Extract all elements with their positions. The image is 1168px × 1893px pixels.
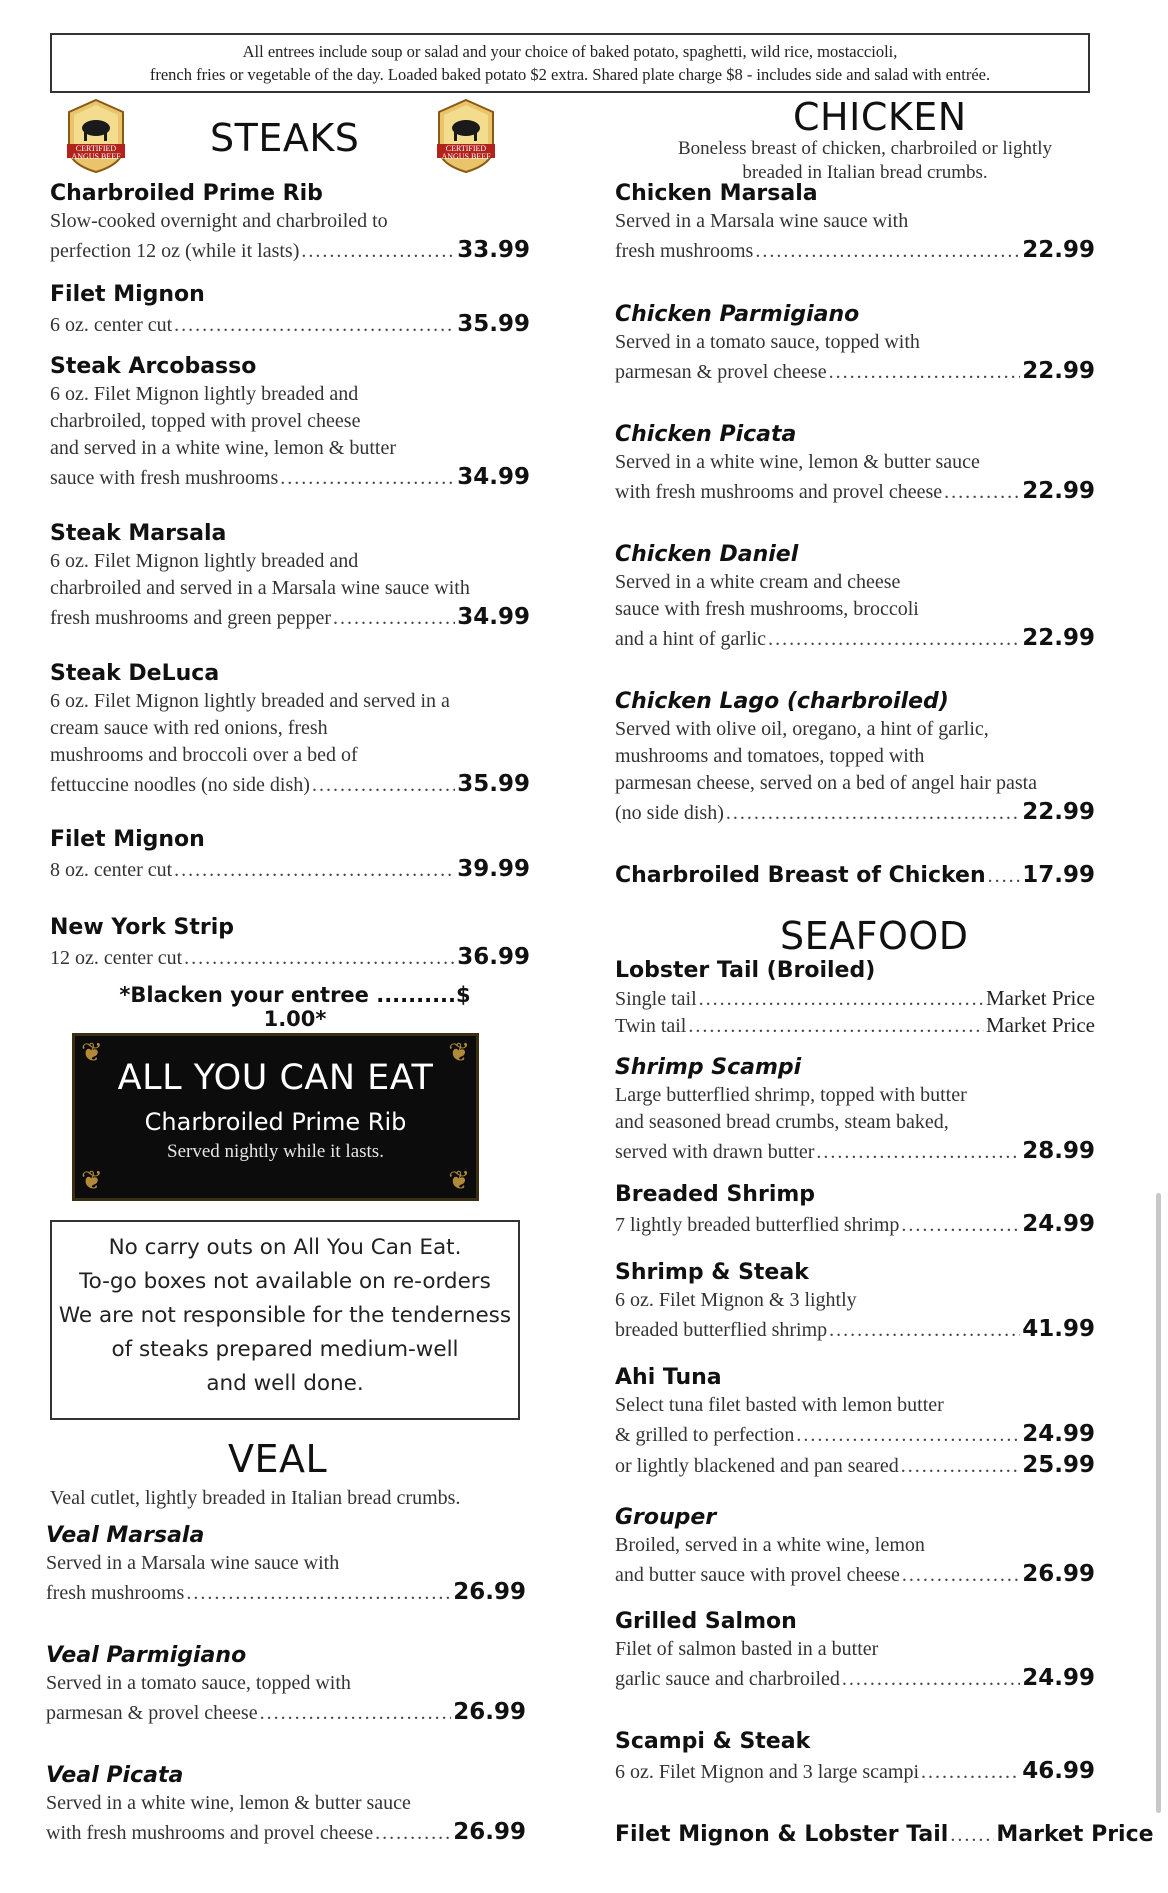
item-price: 22.99 [1022,358,1095,384]
item-price: 26.99 [1022,1561,1095,1587]
item-desc: charbroiled and served in a Marsala wine sauce with [50,577,470,599]
item-price: 35.99 [457,311,530,337]
item-lead: and a hint of garlic [615,628,767,650]
leader-dots [950,1820,994,1850]
price-line [46,1697,526,1728]
chicken-subtitle-line: Boneless breast of chicken, charbroiled or lightly [677,138,1053,159]
price-line [615,985,1095,1012]
leader-dots [333,603,455,633]
item-name: Grouper [615,1505,717,1530]
menu-item [50,281,530,340]
leader-dots [280,463,455,493]
item-name: Shrimp & Steak [615,1260,809,1285]
item-lead: Charbroiled Breast of Chicken [615,863,986,888]
right-column [615,0,1154,1893]
left-column [46,0,530,1893]
blacken-entree-note: *Blacken your entree ..........$ 1.00* [119,983,471,1031]
price-line [615,1756,1095,1787]
item-desc: Slow-cooked overnight and charbroiled to [50,210,388,232]
price-line [615,1314,1095,1345]
chicken-subtitle-line: breaded in Italian bread crumbs. [742,162,988,183]
item-desc: 6 oz. Filet Mignon lightly breaded and [50,550,359,572]
item-price: 41.99 [1022,1316,1095,1342]
seafood-title: SEAFOOD [780,914,969,958]
badge-text-left [67,145,125,161]
item-lead: perfection 12 oz (while it lasts) [50,240,300,262]
item-desc: and seasoned bread crumbs, steam baked, [615,1111,949,1133]
item-lead: with fresh mushrooms and provel cheese [46,1822,374,1844]
price-line [50,462,530,493]
steaks-title: STEAKS [210,116,360,160]
item-desc: Served in a tomato sauce, topped with [46,1672,351,1694]
veal-subtitle: Veal cutlet, lightly breaded in Italian bread crumbs. [50,1487,461,1509]
item-desc: 6 oz. Filet Mignon lightly breaded and served in a [50,690,450,712]
item-name: Ahi Tuna [615,1365,722,1390]
item-price: 22.99 [1022,478,1095,504]
price-line [50,235,530,266]
badge-line-1: CERTIFIED [75,144,117,153]
item-desc: and served in a white wine, lemon & butter [50,437,397,459]
price-line [50,769,530,800]
item-lead: served with drawn butter [615,1141,815,1163]
item-desc: parmesan cheese, served on a bed of angel hair pasta [615,772,1038,794]
item-name: Chicken Parmigiano [615,302,860,327]
menu-item [615,957,1095,1039]
notice-line: To-go boxes not available on re-orders [79,1269,491,1294]
leader-dots [921,1757,1020,1787]
chicken-subtitle [655,137,1075,185]
notice-line: We are not responsible for the tenderness [58,1303,512,1328]
leader-dots [186,1578,451,1608]
price-line [615,1450,1095,1481]
item-lead: fresh mushrooms and green pepper [50,607,332,629]
item-lead: 6 oz. Filet Mignon and 3 large scampi [615,1761,920,1783]
badge-line-2: ANGUS BEEF [441,152,491,161]
leader-dots [699,986,984,1012]
item-desc: Large butterflied shrimp, topped with butter [615,1084,967,1106]
menu-item [615,1054,1095,1167]
item-desc: 6 oz. Filet Mignon & 3 lightly [615,1289,857,1311]
menu-item [50,353,530,493]
scrollbar[interactable] [1156,1193,1161,1813]
price-line [615,1012,1095,1039]
chicken-breast-item [615,860,1095,891]
policy-notice-box [50,1220,520,1420]
item-desc: sauce with fresh mushrooms, broccoli [615,598,919,620]
ornament-icon: ❦ [81,1038,103,1067]
item-lead: (no side dish) [615,802,724,824]
ornament-icon: ❦ [448,1038,470,1067]
leader-dots [174,310,455,340]
certified-angus-beef-logo-right [435,98,497,174]
menu-item [615,1181,1095,1240]
item-desc: Select tuna filet basted with lemon butter [615,1394,944,1416]
price-line [46,1817,526,1848]
badge-line-2: ANGUS BEEF [71,152,121,161]
leader-dots [301,236,455,266]
badge-text-right [437,145,495,161]
item-price: Market Price [985,1013,1095,1037]
menu-item [615,1259,1095,1345]
menu-item [46,1642,526,1728]
price-line [615,1136,1095,1167]
item-price: 46.99 [1022,1758,1095,1784]
item-desc: Served in a white wine, lemon & butter sauce [46,1792,411,1814]
ayce-note: Served nightly while it lasts. [167,1141,384,1162]
ayce-subtitle: Charbroiled Prime Rib [144,1108,407,1136]
item-price: 24.99 [1022,1421,1095,1447]
item-desc: charbroiled, topped with provel cheese [50,410,361,432]
item-name: Filet Mignon [50,282,205,307]
leader-dots [755,236,1020,266]
item-desc: 6 oz. Filet Mignon lightly breaded and [50,383,359,405]
item-desc: Served with olive oil, oregano, a hint of garlic, [615,718,989,740]
item-lead: and butter sauce with provel cheese [615,1564,900,1586]
leader-dots [901,1451,1020,1481]
leader-dots [260,1698,452,1728]
item-lead: Filet Mignon & Lobster Tail [615,1822,949,1847]
item-name: Veal Parmigiano [46,1643,247,1668]
price-line [50,309,530,340]
item-price: 24.99 [1022,1665,1095,1691]
item-desc: Served in a Marsala wine sauce with [46,1552,340,1574]
menu-item [50,914,530,973]
item-lead: garlic sauce and charbroiled [615,1668,840,1690]
notice-line: and well done. [206,1371,364,1396]
item-lead: sauce with fresh mushrooms [50,467,279,489]
item-price: Market Price [985,986,1095,1010]
price-line [615,235,1095,266]
badge-line-1: CERTIFIED [445,144,487,153]
item-price: 26.99 [453,1819,526,1845]
item-price: 26.99 [453,1579,526,1605]
item-lead: with fresh mushrooms and provel cheese [615,481,943,503]
note-line-2: french fries or vegetable of the day. Loaded baked potato $2 extra. Shared plate charge $8 - includes side and salad with entrée. [149,65,991,84]
item-price: 22.99 [1022,237,1095,263]
item-price: 25.99 [1022,1452,1095,1478]
item-price: 36.99 [457,944,530,970]
leader-dots [312,770,455,800]
price-line [615,1663,1095,1694]
item-name: Chicken Daniel [615,542,799,567]
note-line-1: All entrees include soup or salad and your choice of baked potato, spaghetti, wild rice, mostaccioli, [242,42,898,61]
menu-item [615,1608,1095,1694]
item-price: 22.99 [1022,799,1095,825]
item-desc: Served in a tomato sauce, topped with [615,331,920,353]
leader-dots [829,357,1021,387]
item-name: Grilled Salmon [615,1609,797,1634]
item-name: Veal Marsala [46,1523,205,1548]
chicken-title: CHICKEN [793,95,967,139]
ornament-icon: ❦ [448,1166,470,1195]
item-desc: Filet of salmon basted in a butter [615,1638,879,1660]
item-name: New York Strip [50,915,234,940]
item-price: Market Price [996,1822,1154,1847]
veal-title: VEAL [228,1437,328,1481]
leader-dots [184,943,455,973]
leader-dots [174,855,455,885]
item-price: 28.99 [1022,1138,1095,1164]
leader-dots [816,1137,1020,1167]
leader-dots [796,1420,1020,1450]
menu-item [615,180,1095,266]
all-you-can-eat-banner [72,1033,479,1201]
price-line [615,1209,1095,1240]
item-price: 39.99 [457,856,530,882]
leader-dots [829,1315,1020,1345]
ayce-title: ALL YOU CAN EAT [117,1058,434,1098]
leader-dots [902,1560,1020,1590]
menu-item [615,301,1095,387]
item-lead: fettuccine noodles (no side dish) [50,774,310,796]
item-desc: Served in a white wine, lemon & butter sauce [615,451,980,473]
leader-dots [375,1818,451,1848]
item-price: 17.99 [1022,862,1095,888]
price-line [50,942,530,973]
item-price: 34.99 [457,604,530,630]
notice-line: No carry outs on All You Can Eat. [108,1235,462,1260]
menu-item [50,826,530,885]
menu-item [615,541,1095,654]
item-price: 34.99 [457,464,530,490]
menu-item [50,520,530,633]
item-lead: fresh mushrooms [615,240,754,262]
item-lead: parmesan & provel cheese [615,361,827,383]
item-desc: Served in a Marsala wine sauce with [615,210,909,232]
menu-item [46,1522,526,1608]
price-line [615,860,1095,891]
menu-item [615,1728,1095,1787]
filet-lobster-item [615,1820,1154,1850]
leader-dots [726,798,1020,828]
notice-line: of steaks prepared medium-well [111,1337,459,1362]
leader-dots [988,861,1021,891]
item-price: 26.99 [453,1699,526,1725]
leader-dots [944,477,1020,507]
item-lead: 12 oz. center cut [50,947,183,969]
item-name: Charbroiled Prime Rib [50,181,323,206]
leader-dots [901,1210,1020,1240]
price-line [615,476,1095,507]
price-line [615,1559,1095,1590]
menu-item [615,421,1095,507]
leader-dots [688,1013,984,1039]
item-name: Shrimp Scampi [615,1055,802,1080]
price-line [50,602,530,633]
certified-angus-beef-logo-left [65,98,127,174]
price-line [615,1820,1154,1850]
item-price: 24.99 [1022,1211,1095,1237]
menu-item [615,1364,1095,1481]
item-name: Chicken Lago (charbroiled) [615,689,949,714]
menu-item [615,688,1095,828]
item-name: Steak DeLuca [50,661,220,686]
price-line [615,1419,1095,1450]
item-lead: parmesan & provel cheese [46,1702,258,1724]
item-lead: breaded butterflied shrimp [615,1319,828,1341]
item-name: Veal Picata [46,1763,184,1788]
item-desc: Served in a white cream and cheese [615,571,901,593]
item-name: Chicken Marsala [615,181,818,206]
price-line [615,623,1095,654]
item-name: Lobster Tail (Broiled) [615,958,876,983]
item-lead: or lightly blackened and pan seared [615,1455,899,1477]
item-price: 33.99 [457,237,530,263]
menu-item [50,180,530,266]
item-name: Scampi & Steak [615,1729,811,1754]
item-name: Steak Marsala [50,521,227,546]
menu-item [46,1762,526,1848]
menu-item [615,1504,1095,1590]
leader-dots [768,624,1020,654]
item-lead: 8 oz. center cut [50,859,173,881]
item-lead: & grilled to perfection [615,1424,795,1446]
item-desc: mushrooms and broccoli over a bed of [50,744,358,766]
item-desc: Broiled, served in a white wine, lemon [615,1534,925,1556]
item-lead: Single tail [615,988,697,1010]
item-lead: 6 oz. center cut [50,314,173,336]
item-price: 22.99 [1022,625,1095,651]
price-line [615,797,1095,828]
item-desc: cream sauce with red onions, fresh [50,717,328,739]
leader-dots [842,1664,1020,1694]
item-name: Steak Arcobasso [50,354,257,379]
item-lead: 7 lightly breaded butterflied shrimp [615,1214,900,1236]
item-name: Filet Mignon [50,827,205,852]
item-desc: mushrooms and tomatoes, topped with [615,745,925,767]
price-line [46,1577,526,1608]
item-price: 35.99 [457,771,530,797]
item-name: Chicken Picata [615,422,797,447]
item-lead: fresh mushrooms [46,1582,185,1604]
menu-item [50,660,530,800]
price-line [615,356,1095,387]
item-lead: Twin tail [615,1015,687,1037]
item-name: Breaded Shrimp [615,1182,816,1207]
ornament-icon: ❦ [81,1166,103,1195]
price-line [50,854,530,885]
